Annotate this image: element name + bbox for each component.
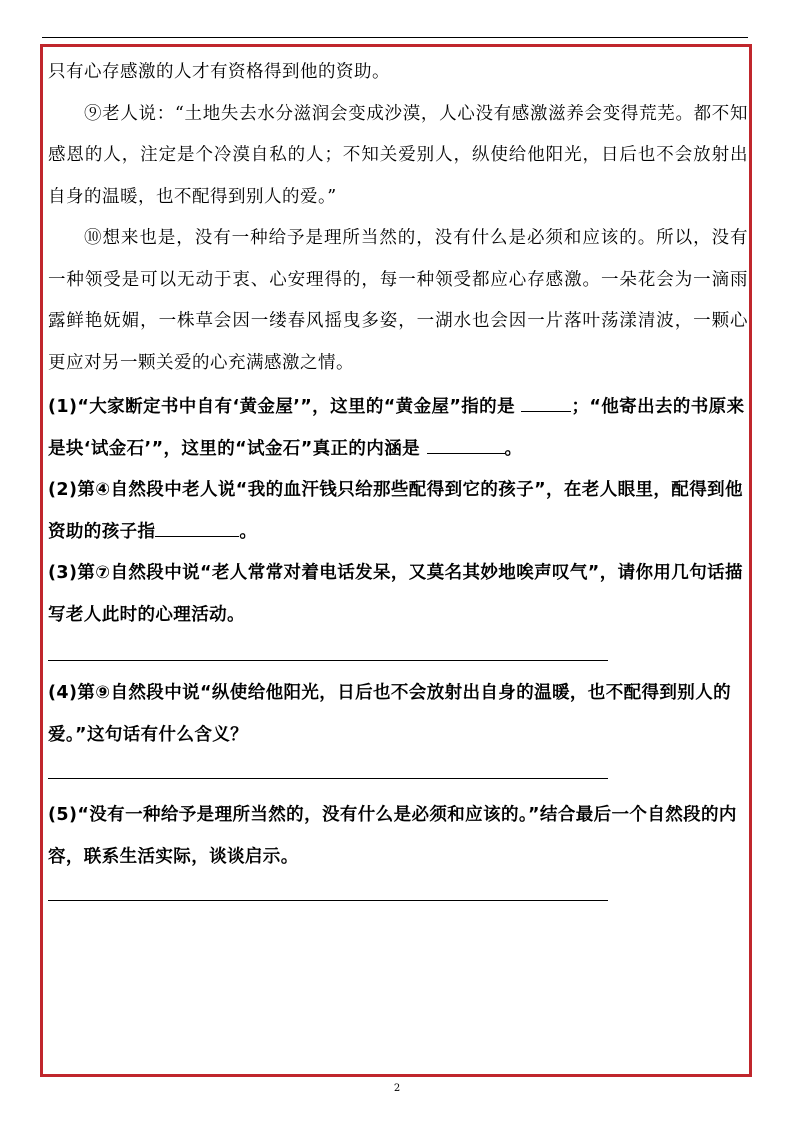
question-2-end: 。 [239, 521, 258, 542]
passage-line-continuation: 只有心存感激的人才有资格得到他的资助。 [48, 62, 390, 82]
question-2-text: (2)第④自然段中老人说“我的血汗钱只给那些配得到它的孩子”，在老人眼里，配得到他资助的孩子指 [48, 480, 743, 542]
question-2-blank[interactable] [155, 522, 239, 537]
page-number: 2 [393, 1083, 401, 1094]
question-3: (3)第⑦自然段中说“老人常常对着电话发呆，又莫名其妙地唉声叹气”，请你用几句话描写老人此时的心理活动。 [48, 563, 743, 625]
question-1 [48, 387, 748, 470]
question-1-text-a: (1)“大家断定书中自有‘黄金屋’”，这里的“黄金屋”指的是 [48, 397, 515, 417]
question-5-answer-line[interactable] [48, 900, 608, 901]
question-1-end: 。 [504, 438, 523, 459]
worksheet-content [48, 52, 748, 901]
question-5: (5)“没有一种给予是理所当然的，没有什么是必须和应该的。”结合最后一个自然段的内容，联系生活实际，谈谈启示。 [48, 805, 737, 867]
question-1-text-b: ；“他寄出去的书原来是块‘试金石’”，这里的“试金石”真正的内涵是 [48, 397, 745, 459]
passage-paragraph-9: ⑨老人说：“土地失去水分滋润会变成沙漠，人心没有感激滋养会变得荒芜。都不知感恩的人，注定是个冷漠自私的人；不知关爱别人，纵使给他阳光，日后也不会放射出自身的温暖，也不配得到别人的爱。” [48, 103, 748, 207]
question-4: (4)第⑨自然段中说“纵使给他阳光，日后也不会放射出自身的温暖，也不配得到别人的爱。”这句话有什么含义？ [48, 683, 731, 745]
question-1-blank-1[interactable] [521, 397, 571, 412]
passage-paragraph-10: ⑩想来也是，没有一种给予是理所当然的，没有什么是必须和应该的。所以，没有一种领受是可以无动于衷、心安理得的，每一种领受都应心存感激。一朵花会为一滴雨露鲜艳妩媚，一株草会因一缕春风摇曳多姿，一湖水也会因一片落叶荡漾清波，一颗心更应对另一颗关爱的心充满感激之情。 [48, 228, 748, 373]
question-3-answer-line[interactable] [48, 660, 608, 661]
question-4-answer-line[interactable] [48, 778, 608, 779]
question-1-blank-2[interactable] [427, 439, 505, 454]
header-rule [42, 37, 748, 38]
question-2 [48, 470, 748, 553]
